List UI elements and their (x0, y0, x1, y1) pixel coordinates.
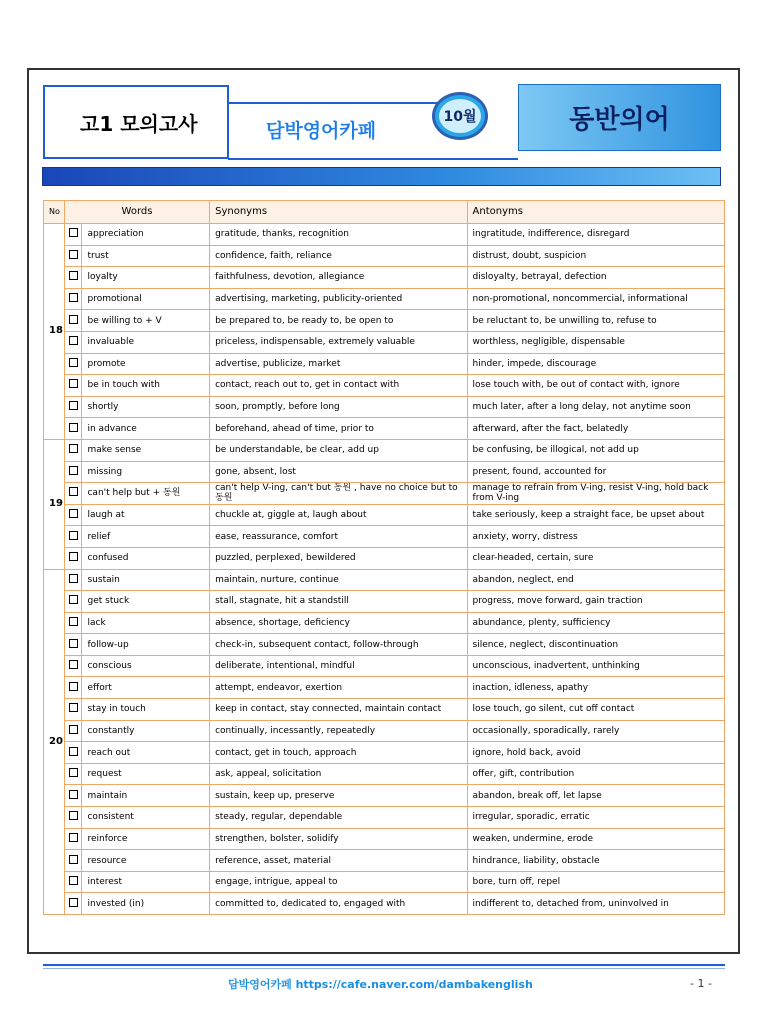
synonyms-cell: contact, get in touch, approach (210, 742, 467, 764)
table-row (44, 267, 725, 289)
checkbox-cell (64, 418, 82, 440)
checkbox-cell (64, 483, 82, 505)
word-cell: relief (82, 526, 210, 548)
synonyms-cell: ease, reassurance, comfort (210, 526, 467, 548)
synonyms-cell: engage, intrigue, appeal to (210, 871, 467, 893)
table-row (44, 375, 725, 397)
checkbox[interactable] (69, 228, 78, 237)
word-cell: appreciation (82, 224, 210, 246)
checkbox-cell (64, 267, 82, 289)
synonyms-cell: reference, asset, material (210, 850, 467, 872)
word-cell: promotional (82, 288, 210, 310)
checkbox-cell (64, 569, 82, 591)
antonyms-cell: weaken, undermine, erode (467, 828, 724, 850)
table-row (44, 569, 725, 591)
synonyms-cell: be understandable, be clear, add up (210, 439, 467, 461)
checkbox-cell (64, 655, 82, 677)
checkbox[interactable] (69, 401, 78, 410)
checkbox-cell (64, 591, 82, 613)
synonyms-cell: soon, promptly, before long (210, 396, 467, 418)
checkbox-cell (64, 224, 82, 246)
synonyms-cell: stall, stagnate, hit a standstill (210, 591, 467, 613)
checkbox[interactable] (69, 531, 78, 540)
synonyms-cell: beforehand, ahead of time, prior to (210, 418, 467, 440)
checkbox-cell (64, 288, 82, 310)
antonyms-cell: hinder, impede, discourage (467, 353, 724, 375)
synonyms-cell: gone, absent, lost (210, 461, 467, 483)
word-cell: interest (82, 871, 210, 893)
checkbox[interactable] (69, 574, 78, 583)
checkbox[interactable] (69, 358, 78, 367)
table-row (44, 828, 725, 850)
synonyms-cell: strengthen, bolster, solidify (210, 828, 467, 850)
table-row (44, 504, 725, 526)
antonyms-cell: progress, move forward, gain traction (467, 591, 724, 613)
table-row (44, 785, 725, 807)
antonyms-cell: anxiety, worry, distress (467, 526, 724, 548)
word-cell: maintain (82, 785, 210, 807)
grade-label: 고1 모의고사 (80, 112, 198, 136)
word-cell: follow-up (82, 634, 210, 656)
checkbox-cell (64, 763, 82, 785)
word-cell: invested (in) (82, 893, 210, 915)
antonyms-cell: non-promotional, noncommercial, informational (467, 288, 724, 310)
checkbox-cell (64, 547, 82, 569)
header-words: Words (64, 201, 209, 224)
word-cell: trust (82, 245, 210, 267)
word-cell: laugh at (82, 504, 210, 526)
checkbox[interactable] (69, 768, 78, 777)
synonyms-cell: contact, reach out to, get in contact with (210, 375, 467, 397)
checkbox[interactable] (69, 293, 78, 302)
checkbox-cell (64, 310, 82, 332)
word-cell: lack (82, 612, 210, 634)
word-cell: reinforce (82, 828, 210, 850)
checkbox[interactable] (69, 487, 78, 496)
synonyms-cell: committed to, dedicated to, engaged with (210, 893, 467, 915)
group-number: 18 (44, 224, 65, 440)
table-row (44, 699, 725, 721)
table-header-row (44, 201, 725, 224)
word-cell: be in touch with (82, 375, 210, 397)
checkbox-cell (64, 439, 82, 461)
antonyms-cell: much later, after a long delay, not anytime soon (467, 396, 724, 418)
antonyms-cell: abandon, break off, let lapse (467, 785, 724, 807)
checkbox[interactable] (69, 595, 78, 604)
synonyms-cell: priceless, indispensable, extremely valuable (210, 331, 467, 353)
header-synonyms: Synonyms (210, 201, 467, 224)
word-cell: constantly (82, 720, 210, 742)
table-row (44, 224, 725, 246)
word-cell: missing (82, 461, 210, 483)
header-line-top (228, 102, 460, 104)
checkbox[interactable] (69, 876, 78, 885)
table-row (44, 461, 725, 483)
synonyms-cell: sustain, keep up, preserve (210, 785, 467, 807)
cafe-name: 담박영어카페 (266, 120, 377, 142)
checkbox-cell (64, 677, 82, 699)
antonyms-cell: occasionally, sporadically, rarely (467, 720, 724, 742)
checkbox[interactable] (69, 747, 78, 756)
checkbox[interactable] (69, 617, 78, 626)
checkbox[interactable] (69, 855, 78, 864)
checkbox-cell (64, 785, 82, 807)
word-cell: promote (82, 353, 210, 375)
antonyms-cell: offer, gift, contribution (467, 763, 724, 785)
month-badge (432, 92, 488, 140)
checkbox[interactable] (69, 898, 78, 907)
word-cell: stay in touch (82, 699, 210, 721)
word-cell: confused (82, 547, 210, 569)
antonyms-cell: worthless, negligible, dispensable (467, 331, 724, 353)
antonyms-cell: unconscious, inadvertent, unthinking (467, 655, 724, 677)
antonyms-cell: hindrance, liability, obstacle (467, 850, 724, 872)
synonyms-cell: deliberate, intentional, mindful (210, 655, 467, 677)
antonyms-cell: present, found, accounted for (467, 461, 724, 483)
checkbox[interactable] (69, 833, 78, 842)
checkbox[interactable] (69, 271, 78, 280)
table-row (44, 893, 725, 915)
table-row (44, 547, 725, 569)
synonyms-cell: be prepared to, be ready to, be open to (210, 310, 467, 332)
table-row (44, 850, 725, 872)
checkbox-cell (64, 893, 82, 915)
table-row (44, 245, 725, 267)
footer-line-thin (43, 968, 725, 969)
checkbox[interactable] (69, 315, 78, 324)
table-row (44, 742, 725, 764)
synonyms-cell: puzzled, perplexed, bewildered (210, 547, 467, 569)
word-cell: shortly (82, 396, 210, 418)
word-cell: be willing to + V (82, 310, 210, 332)
antonyms-cell: bore, turn off, repel (467, 871, 724, 893)
antonyms-cell: disloyalty, betrayal, defection (467, 267, 724, 289)
table-row (44, 634, 725, 656)
checkbox-cell (64, 871, 82, 893)
table-row (44, 612, 725, 634)
vocab-table (43, 200, 725, 915)
table-body (44, 224, 725, 915)
checkbox[interactable] (69, 466, 78, 475)
antonyms-cell: silence, neglect, discontinuation (467, 634, 724, 656)
word-cell: effort (82, 677, 210, 699)
checkbox[interactable] (69, 336, 78, 345)
synonyms-cell: attempt, endeavor, exertion (210, 677, 467, 699)
checkbox-cell (64, 612, 82, 634)
antonyms-cell: take seriously, keep a straight face, be upset about (467, 504, 724, 526)
synonyms-cell: continually, incessantly, repeatedly (210, 720, 467, 742)
table-row (44, 677, 725, 699)
synonyms-cell: chuckle at, giggle at, laugh about (210, 504, 467, 526)
checkbox[interactable] (69, 250, 78, 259)
checkbox-cell (64, 742, 82, 764)
antonyms-cell: indifferent to, detached from, uninvolved in (467, 893, 724, 915)
checkbox-cell (64, 331, 82, 353)
antonyms-cell: abandon, neglect, end (467, 569, 724, 591)
word-cell: loyalty (82, 267, 210, 289)
antonyms-cell: be reluctant to, be unwilling to, refuse to (467, 310, 724, 332)
synonyms-cell: steady, regular, dependable (210, 807, 467, 829)
synonyms-cell: maintain, nurture, continue (210, 569, 467, 591)
antonyms-cell: abundance, plenty, sufficiency (467, 612, 724, 634)
checkbox[interactable] (69, 509, 78, 518)
antonyms-cell: be confusing, be illogical, not add up (467, 439, 724, 461)
checkbox[interactable] (69, 379, 78, 388)
header-line-bottom (228, 158, 518, 160)
synonyms-cell: keep in contact, stay connected, maintain contact (210, 699, 467, 721)
footer-cafe-link[interactable]: 담박영어카페 https://cafe.naver.com/dambakenglish (228, 978, 533, 991)
group-number: 20 (44, 569, 65, 915)
table-row (44, 655, 725, 677)
word-cell: get stuck (82, 591, 210, 613)
checkbox-cell (64, 720, 82, 742)
header-bar (42, 167, 721, 186)
checkbox-cell (64, 634, 82, 656)
checkbox[interactable] (69, 423, 78, 432)
table-row (44, 310, 725, 332)
checkbox[interactable] (69, 660, 78, 669)
antonyms-cell: clear-headed, certain, sure (467, 547, 724, 569)
checkbox-cell (64, 828, 82, 850)
word-cell: request (82, 763, 210, 785)
antonyms-cell: irregular, sporadic, erratic (467, 807, 724, 829)
synonyms-cell: advertise, publicize, market (210, 353, 467, 375)
table-row (44, 483, 725, 505)
word-cell: sustain (82, 569, 210, 591)
antonyms-cell: ingratitude, indifference, disregard (467, 224, 724, 246)
table-row (44, 720, 725, 742)
header-no: No (44, 201, 65, 224)
synonyms-cell: confidence, faith, reliance (210, 245, 467, 267)
checkbox-cell (64, 375, 82, 397)
checkbox-cell (64, 504, 82, 526)
checkbox[interactable] (69, 639, 78, 648)
antonyms-cell: inaction, idleness, apathy (467, 677, 724, 699)
word-cell: can't help but + 동원 (82, 483, 210, 505)
word-cell: resource (82, 850, 210, 872)
word-cell: consistent (82, 807, 210, 829)
table-row (44, 807, 725, 829)
table-row (44, 418, 725, 440)
checkbox-cell (64, 850, 82, 872)
word-cell: conscious (82, 655, 210, 677)
checkbox-cell (64, 461, 82, 483)
table-row (44, 439, 725, 461)
synonyms-cell: faithfulness, devotion, allegiance (210, 267, 467, 289)
word-cell: in advance (82, 418, 210, 440)
table-row (44, 331, 725, 353)
synonyms-cell: can't help V-ing, can't but 동원 , have no choice but to 동원 (210, 483, 467, 505)
word-cell: invaluable (82, 331, 210, 353)
checkbox[interactable] (69, 790, 78, 799)
word-cell: make sense (82, 439, 210, 461)
synonyms-cell: advertising, marketing, publicity-oriented (210, 288, 467, 310)
page-title: 동반의어 (569, 105, 670, 135)
checkbox-cell (64, 699, 82, 721)
synonyms-cell: ask, appeal, solicitation (210, 763, 467, 785)
checkbox[interactable] (69, 682, 78, 691)
table-row (44, 526, 725, 548)
antonyms-cell: lose touch, go silent, cut off contact (467, 699, 724, 721)
header-antonyms: Antonyms (467, 201, 724, 224)
checkbox[interactable] (69, 703, 78, 712)
synonyms-cell: absence, shortage, deficiency (210, 612, 467, 634)
table-row (44, 353, 725, 375)
table-row (44, 763, 725, 785)
checkbox-cell (64, 526, 82, 548)
checkbox-cell (64, 396, 82, 418)
checkbox[interactable] (69, 444, 78, 453)
month-label: 10월 (439, 99, 481, 133)
checkbox[interactable] (69, 811, 78, 820)
checkbox[interactable] (69, 725, 78, 734)
checkbox-cell (64, 245, 82, 267)
checkbox-cell (64, 353, 82, 375)
page-number: - 1 - (690, 977, 712, 990)
antonyms-cell: afterward, after the fact, belatedly (467, 418, 724, 440)
table-row (44, 871, 725, 893)
group-number: 19 (44, 439, 65, 569)
footer-line (43, 964, 725, 966)
antonyms-cell: ignore, hold back, avoid (467, 742, 724, 764)
synonyms-cell: gratitude, thanks, recognition (210, 224, 467, 246)
checkbox[interactable] (69, 552, 78, 561)
checkbox-cell (64, 807, 82, 829)
table-row (44, 288, 725, 310)
synonyms-cell: check-in, subsequent contact, follow-through (210, 634, 467, 656)
title-box (518, 84, 721, 151)
antonyms-cell: manage to refrain from V-ing, resist V-ing, hold back from V-ing (467, 483, 724, 505)
word-cell: reach out (82, 742, 210, 764)
antonyms-cell: lose touch with, be out of contact with, ignore (467, 375, 724, 397)
antonyms-cell: distrust, doubt, suspicion (467, 245, 724, 267)
table-row (44, 591, 725, 613)
table-row (44, 396, 725, 418)
